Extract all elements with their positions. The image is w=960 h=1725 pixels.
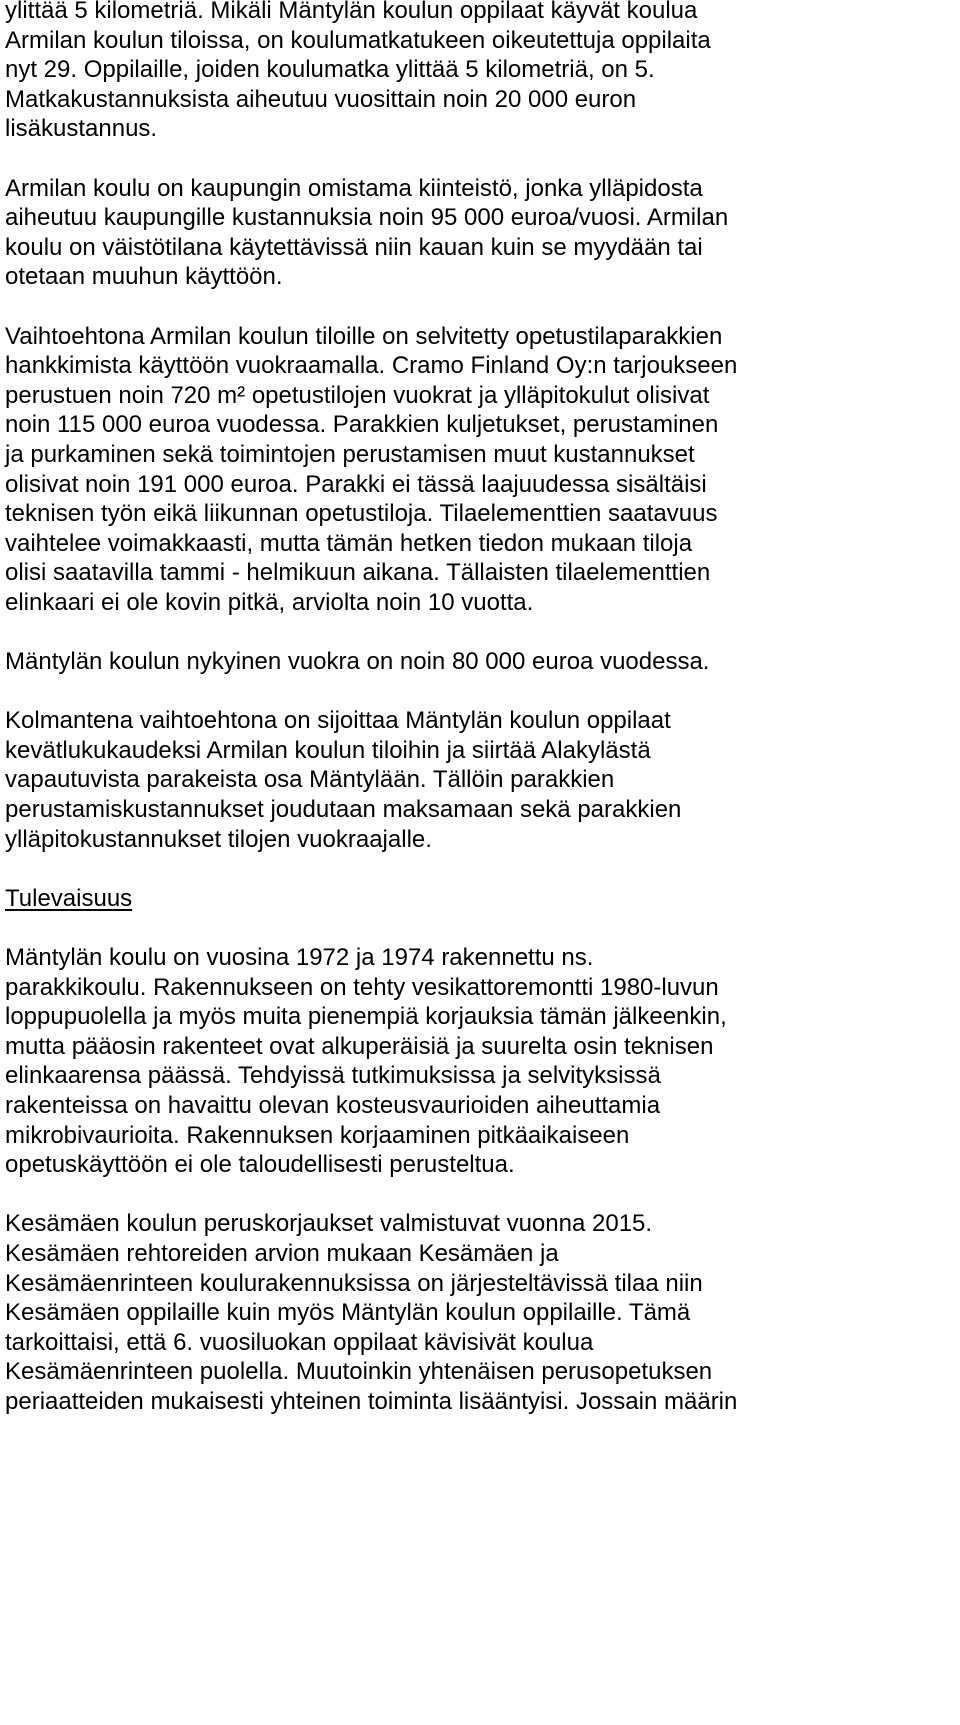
text-line: Kesämäenrinteen puolella. Muutoinkin yhtenäisen perusopetuksen	[5, 1358, 713, 1386]
text-line: mutta pääosin rakenteet ovat alkuperäisiä ja suurelta osin teknisen	[5, 1032, 714, 1060]
text-line: lisäkustannus.	[5, 115, 158, 143]
text-line: nyt 29. Oppilaille, joiden koulumatka ylittää 5 kilometriä, on 5.	[5, 56, 655, 84]
text-line: ylläpitokustannukset tilojen vuokraajalle.	[5, 825, 432, 853]
text-line: opetuskäyttöön ei ole taloudellisesti perusteltua.	[5, 1151, 515, 1179]
text-line: elinkaari ei ole kovin pitkä, arviolta noin 10 vuotta.	[5, 588, 534, 616]
text-line: ylittää 5 kilometriä. Mikäli Mäntylän koulun oppilaat käyvät koulua	[5, 0, 698, 24]
text-line: koulu on väistötilana käytettävissä niin kauan kuin se myydään tai	[5, 233, 703, 261]
paragraph-kesamaki-renovation	[5, 1209, 955, 1416]
text-line: Mäntylän koulu on vuosina 1972 ja 1974 rakennettu ns.	[5, 944, 594, 971]
text-line: Armilan koulun tiloissa, on koulumatkatukeen oikeutettuja oppilaita	[5, 26, 711, 54]
text-line: ja purkaminen sekä toimintojen perustamisen muut kustannukset	[5, 440, 695, 468]
text-line: periaatteiden mukaisesti yhteinen toiminta lisääntyisi. Jossain määrin	[5, 1387, 738, 1415]
text-line: Mäntylän koulun nykyinen vuokra on noin 80 000 euroa vuodessa.	[5, 648, 710, 676]
text-line: vaihtelee voimakkaasti, mutta tämän hetken tiedon mukaan tiloja	[5, 529, 693, 557]
text-line: Kesämäen oppilaille kuin myös Mäntylän koulun oppilaille. Tämä	[5, 1299, 691, 1327]
text-line: loppupuolella ja myös muita pienempiä korjauksia tämän jälkeenkin,	[5, 1003, 727, 1031]
text-line: tarkoittaisi, että 6. vuosiluokan oppilaat kävisivät koulua	[5, 1328, 594, 1356]
paragraph-barracks-option	[5, 322, 955, 618]
section-heading	[5, 884, 955, 914]
paragraph-travel-costs	[5, 0, 955, 144]
text-line: perustamiskustannukset joudutaan maksamaan sekä parakkien	[5, 796, 682, 824]
text-line: Armilan koulu on kaupungin omistama kiinteistö, jonka ylläpidosta	[5, 174, 703, 202]
text-line: parakkikoulu. Rakennukseen on tehty vesikattoremontti 1980-luvun	[5, 973, 719, 1001]
paragraph-third-option	[5, 706, 955, 854]
text-line: hankkimista käyttöön vuokraamalla. Cramo Finland Oy:n tarjoukseen	[5, 352, 738, 380]
document-page	[5, 0, 955, 1417]
text-line: olisi saatavilla tammi - helmikuun aikana. Tällaisten tilaelementtien	[5, 559, 711, 587]
heading-tulevaisuus: Tulevaisuus	[5, 884, 133, 912]
text-line: kevätlukukaudeksi Armilan koulun tiloihin ja siirtää Alakylästä	[5, 736, 651, 764]
text-line: elinkaarensa päässä. Tehdyissä tutkimuksissa ja selvityksissä	[5, 1062, 661, 1090]
text-line: Kesämäen rehtoreiden arvion mukaan Kesämäen ja	[5, 1239, 559, 1267]
paragraph-gap	[5, 677, 955, 707]
text-line: olisivat noin 191 000 euroa. Parakki ei tässä laajuudessa sisältäisi	[5, 470, 707, 498]
paragraph-gap	[5, 144, 955, 174]
text-line: teknisen työn eikä liikunnan opetustiloja. Tilaelementtien saatavuus	[5, 500, 718, 528]
text-line: rakenteissa on havaittu olevan kosteusvaurioiden aiheuttamia	[5, 1091, 661, 1119]
paragraph-current-rent	[5, 647, 955, 677]
paragraph-gap	[5, 617, 955, 647]
paragraph-gap	[5, 1180, 955, 1210]
text-line: Kesämäenrinteen koulurakennuksissa on järjesteltävissä tilaa niin	[5, 1269, 703, 1297]
text-line: otetaan muuhun käyttöön.	[5, 263, 283, 291]
text-line: aiheutuu kaupungille kustannuksia noin 95 000 euroa/vuosi. Armilan	[5, 204, 729, 232]
text-line: noin 115 000 euroa vuodessa. Parakkien kuljetukset, perustaminen	[5, 411, 719, 439]
text-line: vapautuvista parakeista osa Mäntylään. Tällöin parakkien	[5, 766, 615, 794]
paragraph-gap	[5, 292, 955, 322]
text-line: perustuen noin 720 m² opetustilojen vuokrat ja ylläpitokulut olisivat	[5, 381, 710, 409]
paragraph-gap	[5, 854, 955, 884]
paragraph-gap	[5, 913, 955, 943]
text-line: Kolmantena vaihtoehtona on sijoittaa Mäntylän koulun oppilaat	[5, 707, 671, 735]
text-line: Matkakustannuksista aiheutuu vuosittain noin 20 000 euron	[5, 85, 637, 113]
text-line: mikrobivaurioita. Rakennuksen korjaaminen pitkäaikaiseen	[5, 1121, 630, 1149]
text-line: Vaihtoehtona Armilan koulun tiloille on selvitetty opetustilaparakkien	[5, 322, 723, 350]
text-line: Kesämäen koulun peruskorjaukset valmistuvat vuonna 2015.	[5, 1210, 653, 1238]
paragraph-building-condition	[5, 943, 955, 1180]
paragraph-armila-school	[5, 174, 955, 292]
